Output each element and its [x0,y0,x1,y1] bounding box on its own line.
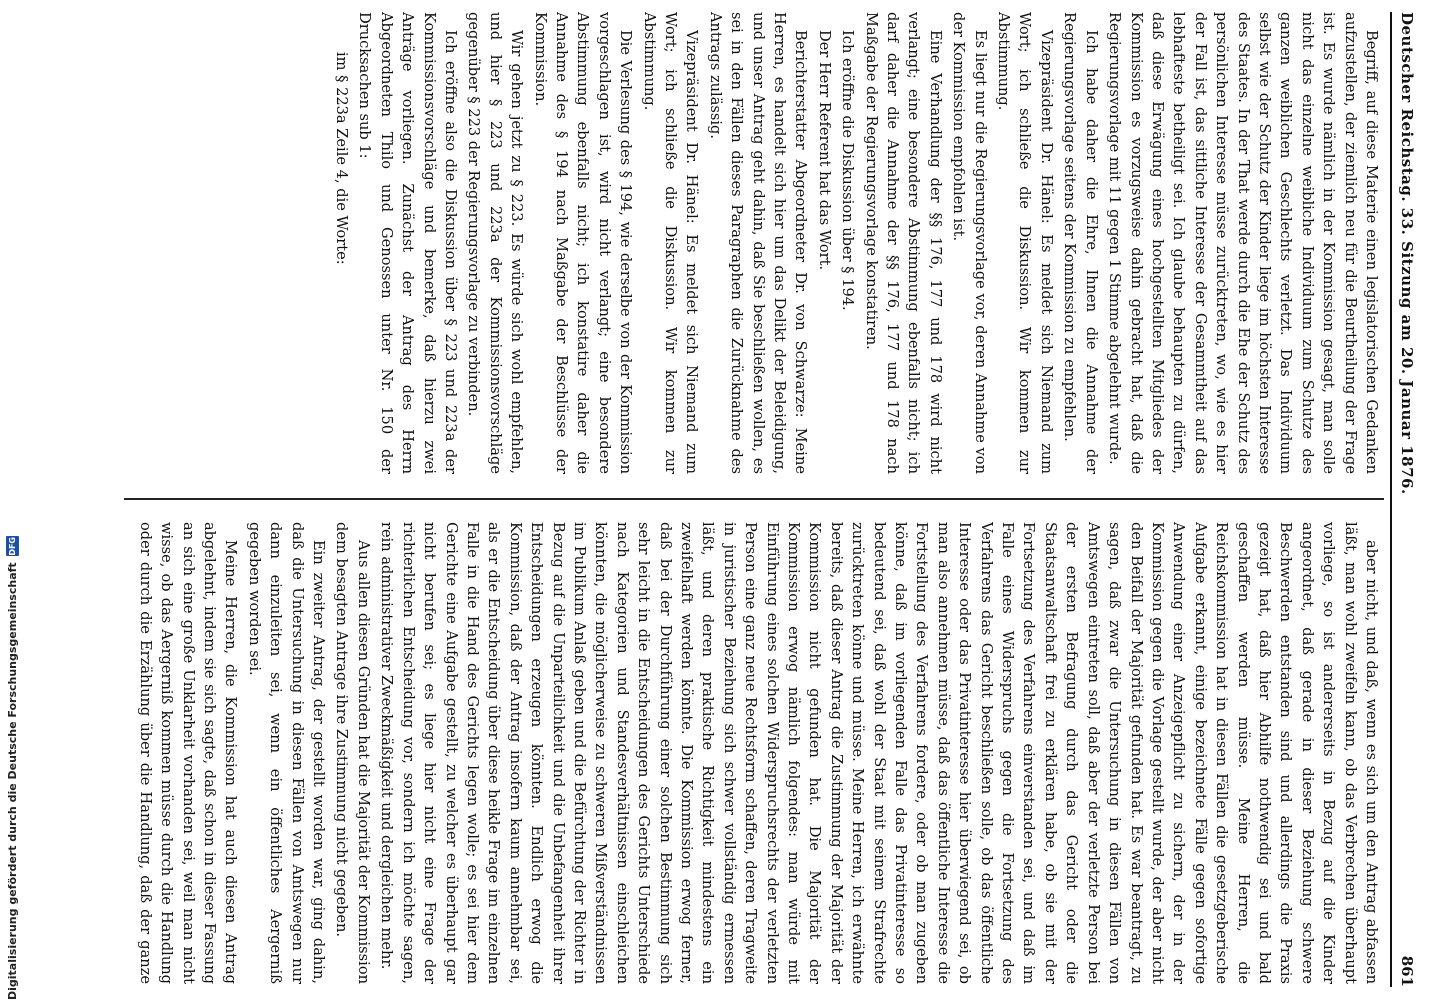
paragraph: Ich habe daher die Ehre, Ihnen die Annahme der Regierungsvorlage seitens der Kommission zu empfehlen. [1061,12,1100,474]
dfg-logo-icon: DFG [7,537,17,556]
paragraph: aber nicht, und daß, wenn es sich um den Antrag abfassen läßt, man wohl zweifeln kann, ob das Verbrechen überhaupt vorliege, so ist andererseits in Bezug auf die Kinder angeordnet, daß gerade in dieser Beziehung schwere Beschwerden entstanden sind und allerdings die Praxis gezeigt hat, daß hier Abhilfe nothwendig sei und bald geschaffen werden müsse. Meine Herren, die Reichskommission hat in diesen Fällen die gesetzgeberische Aufgabe erkannt, einige bezeichnete Fälle gegen sofortige Anwendung einer Anzeigepflicht zu sichern, der in der Kommission gegen die Vorlage gestellt wurde, der aber nicht den Beifall der Majorität gefunden hat. Es war beantragt, zu sagen, daß zwar die Untersuchung in diesen Fällen von Amtswegen eintreten soll, daß aber der verletzte Person bei der ersten Befragung durch das Gericht oder die Staatsanwaltschaft frei zu erklären habe, ob sie mit der Fortsetzung des Verfahrens einverstanden sei, und daß im Falle eines Widerspruchs gegen die Fortsetzung des Verfahrens das Gericht beschließen solle, ob das öffentliche Interesse oder das Privatinteresse hier überwiegend sei, ob man also annehmen müsse, daß das öffentliche Interesse die Fortstellung des Verfahrens fordere, oder ob man zugeben könne, daß im vorliegenden Falle das Privatinteresse so bedeutend sei, daß wohl der Staat mit seinem Strafrechte zurücktreten könne und müsse. Meine Herren, ich erwähnte bereits, daß dieser Antrag die Zustimmung der Majorität der Kommission nicht gefunden hat. Die Majorität der Kommission erwog nämlich folgendes: man würde mit Einführung eines solchen Widerspruchsrechts der verletzten Person eine ganz neue Rechtsform schaffen, deren Tragweite in juristischer Beziehung sich schwer vollständig ermessen läßt, und deren praktische Richtigkeit mindestens ein zweifelhaft werden könnte. Die Kommission erwog ferner, daß bei der Durchführung einer solchen Bestimmung sich sehr leicht in die Entscheidungen des Gerichts Unterschiede nach Kategorien und Standesverhältnissen einschleichen könnten, die möglicherweise zu schweren Mißverständnissen im Publikum Anlaß geben und die Befürchtung der Richter in Bezug auf die Unparteilichkeit und die Unbefangenheit ihrer Entscheidungen erzeugen könnten. Endlich erwog die Kommission, daß der Antrag insofern kaum annehmbar sei, als er die Entscheidung über diese heikle Frage im einzelnen Falle in die Hand des Gerichts legen wolle; es sei hier dem Gerichte eine Aufgabe gestellt, zu welcher es überhaupt gar nicht berufen sei; es liege hier nicht eine Frage der richterlichen Entscheidung vor, sondern ich möchte sagen, rein administrativer Zweckmäßigkeit und dergleichen mehr. [378,522,1380,984]
page-title: Deutscher Reichstag. 33. Sitzung am 20. Januar 1876. [1398,12,1416,495]
page-header [1394,12,1420,987]
paragraph: Es liegt nur die Regierungsvorlage vor, deren Annahme von der Kommission empfohlen ist. [950,12,989,474]
left-column [332,12,1382,474]
paragraph: Ein zweiter Antrag, der gestellt worden war, ging dahin, daß die Untersuchung in diesen Fällen von Amtswegen nur dann einzuleiten sei, wenn ein öffentliches Aergerniß gegeben worden sei. [245,522,328,984]
paragraph: Die Verlesung des § 194, wie derselbe von der Kommission vorgeschlagen ist, wird nicht verlangt; eine besondere Abstimmung ebenfalls nicht; ich konstatire daher die Annahme des § 194 nach Maßgabe der Beschlüsse der Kommission. [531,12,635,474]
paragraph: Eine Verhandlung der §§ 176, 177 und 178 wird nicht verlangt; eine besondere Abstimmung ebenfalls nicht; ich darf daher die Annahme der §§ 176, 177 und 178 nach Maßgabe der Regierungsvorlage konstatiren. [862,12,944,474]
paragraph: Wir gehen jetzt zu § 223. Es würde sich wohl empfehlen, und hier § 223 und 223a der Kommissionsvorschläge gegenüber § 223 der Regierungsvorlage zu verbinden. [465,12,526,474]
paragraph: Aus allen diesen Gründen hat die Majorität der Kommission dem besagten Antrage ihre Zustimmung nicht gegeben. [333,522,372,984]
speaker-paragraph: Berichterstatter Abgeordneter Dr. von Schwarze: Meine Herren, es handelt sich hier um das Delikt der Beleidigung, und unser Antrag geht dahin, daß Sie beschließen wollen, es sei in den Fällen dieses Paragraphen die Zurücknahme des Antrags zulässig. [706,12,810,474]
page-number: 861 [1398,955,1416,987]
paragraph: Ich eröffne die Diskussion über § 194. [839,30,857,311]
paragraph: Der Herr Referent hat das Wort. [815,30,833,271]
speaker-paragraph: Vizepräsident Dr. Hänel: Es meldet sich Niemand zum Wort; ich schließe die Diskussion. Wir kommen zur Abstimmung. [995,12,1055,474]
paragraph: Begriff, auf diese Materie einen legislatorischen Gedanken aufzustellen, der ziemlich neu für die Beurtheilung der Frage ist. Es wurde nämlich in der Kommission gesagt, man solle nicht das einzelne weibliche Individuum zum Schutze des ganzen weiblichen Geschlechts verletzt. Das Individuum selbst wie der Schutz der Kinder liege im höchsten Interesse des Staates. In der That werde durch die Ehe der Schutz des persönlichen Interesse müsse zurücktreten, wo, wie es hier der Fall ist, das sittliche Interesse der Gesammtheit auf das lebhafteste betheiligt sei. Ich glaube behaupten zu dürfen, daß diese Erwägung eines hochgestellten Mitgliedes der Kommission es vorzugsweise dahin gebracht hat, daß die Regierungsvorlage mit 11 gegen 1 Stimme abgelehnt wurde. [1106,12,1380,474]
quoted-line: im § 223a Zeile 4, die Worte: [332,52,350,265]
credit-text: Digitalisierung gefördert durch die Deutsche Forschungsgemeinschaft [5,562,19,1000]
header-rule [1390,12,1392,987]
digitization-credit [2,0,22,1000]
paragraph: Meine Herren, die Kommission hat auch diesen Antrag abgelehnt, indem sie sich sagte, daß schon in dieser Fassung an sich eine große Unklarheit vorhanden sei, weil man nicht wisse, ob das Aergerniß kommen müsse durch die Handlung oder durch die Erzählung über die Handlung, daß der ganze [136,522,240,984]
column-separator [124,498,1384,500]
speaker-paragraph: Vizepräsident Dr. Hänel: Es meldet sich Niemand zum Wort; ich schließe die Diskussion. Wir kommen zur Abstimmung. [640,12,701,474]
rotated-newspaper-page [120,12,1420,987]
paragraph: Ich eröffne also die Diskussion über § 223 und 223a der Kommissionsvorschläge und bemerke, daß hierzu zwei Anträge vorliegen. Zunächst der Antrag des Herrn Abgeordneten Thilo und Genossen unter Nr. 150 der Drucksachen sub 1: [356,12,459,474]
right-column [132,522,1382,984]
